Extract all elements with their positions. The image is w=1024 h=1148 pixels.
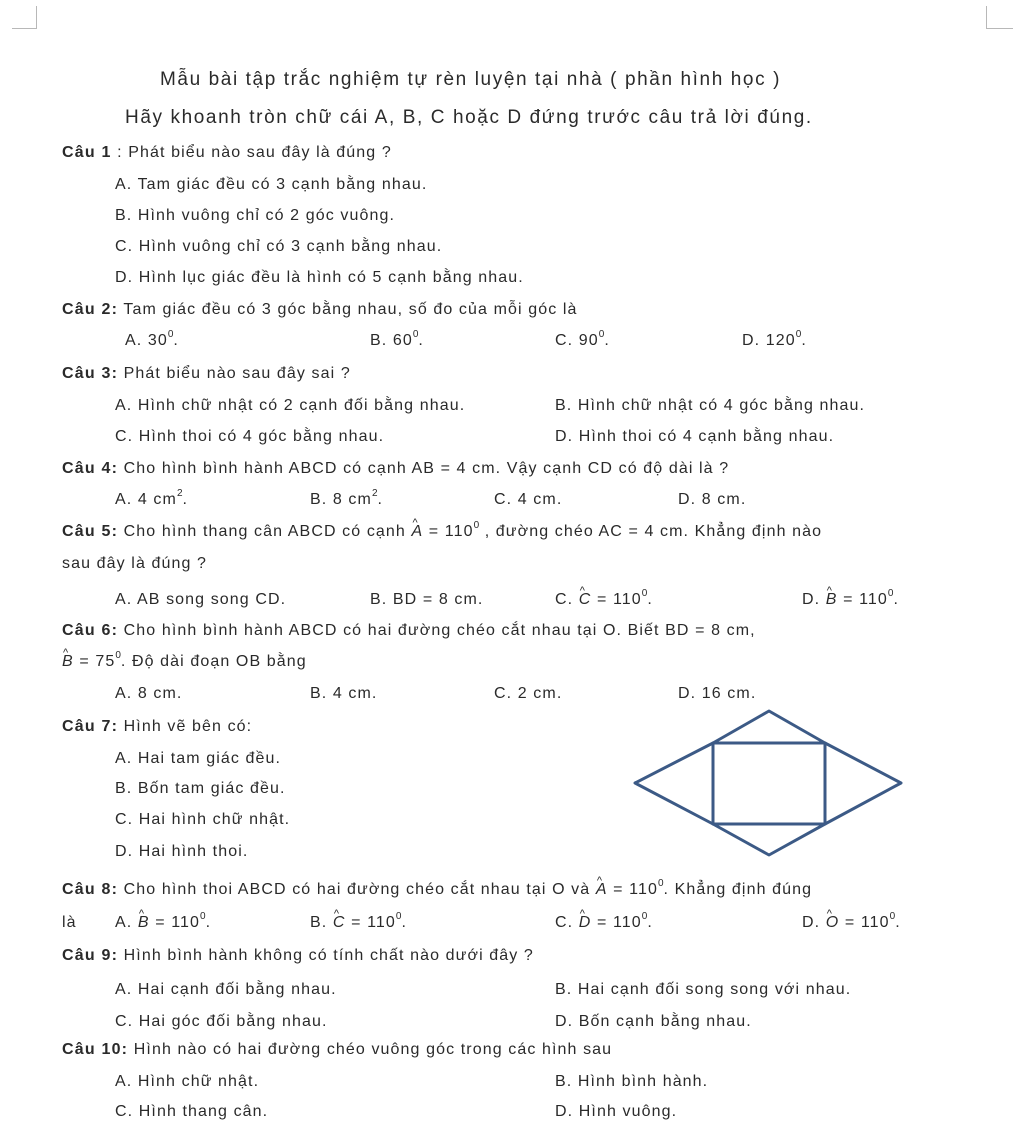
q6-option-d: D. 16 cm. — [678, 685, 757, 702]
period: . — [801, 332, 807, 349]
question-label: Câu 6: — [62, 622, 119, 639]
q2-option-c — [555, 331, 610, 353]
q3-option-d: D. Hình thoi có 4 cạnh bằng nhau. — [555, 428, 835, 445]
degree-superscript: 0 — [167, 329, 174, 340]
q6-option-b: B. 4 cm. — [310, 685, 378, 702]
angle-symbol: ^ C — [333, 913, 346, 933]
q2-option-b — [370, 331, 424, 353]
degree-superscript: 0 — [657, 878, 664, 889]
q2-option-a — [125, 331, 179, 353]
question-text: Cho hình thang cân ABCD có cạnh — [123, 523, 406, 540]
question-5 — [62, 522, 822, 544]
angle-symbol: ^ A — [411, 522, 423, 542]
question-text: Cho hình bình hành ABCD có hai đường chéo cắt nhau tại O. Biết BD = 8 cm, — [123, 622, 756, 639]
q8-option-b — [310, 913, 407, 935]
q8-la: là — [62, 914, 77, 931]
question-2 — [62, 300, 578, 320]
q1-option-a: A. Tam giác đều có 3 cạnh bằng nhau. — [115, 176, 428, 193]
question-8 — [62, 880, 812, 902]
question-6 — [62, 621, 756, 641]
angle-value: = 110 — [596, 591, 642, 608]
question-text: Cho hình thoi ABCD có hai đường chéo cắt nhau tại O và — [123, 881, 591, 898]
angle-symbol: ^ C — [579, 590, 592, 610]
option-text: A. 4 cm — [115, 491, 177, 508]
figure-outer-hexagon — [635, 711, 901, 855]
angle-symbol: ^ A — [596, 880, 608, 900]
option-letter: C. — [555, 914, 574, 931]
q6-line-2 — [62, 652, 307, 674]
q7-option-a: A. Hai tam giác đều. — [115, 750, 282, 767]
period: . — [173, 332, 179, 349]
q7-option-b: B. Bốn tam giác đều. — [115, 780, 286, 797]
q8-option-d — [802, 913, 901, 935]
q1-option-b: B. Hình vuông chỉ có 2 góc vuông. — [115, 207, 396, 224]
degree-superscript: 0 — [889, 911, 896, 922]
q6-option-a: A. 8 cm. — [115, 685, 183, 702]
question-label: Câu 10: — [62, 1041, 129, 1058]
degree-superscript: 0 — [598, 329, 605, 340]
question-label: Câu 3: — [62, 365, 119, 382]
q1-option-c: C. Hình vuông chỉ có 3 cạnh bằng nhau. — [115, 238, 443, 255]
q4-option-a — [115, 490, 188, 512]
q7-figure — [625, 705, 915, 865]
angle-value: = 110 — [155, 914, 200, 931]
question-label: Câu 9: — [62, 947, 119, 964]
degree-superscript: 0 — [887, 588, 894, 599]
option-text: A. 30 — [125, 332, 168, 349]
angle-symbol: ^ B — [138, 913, 150, 933]
question-4 — [62, 459, 729, 479]
question-text: Hình bình hành không có tính chất nào dưới đây ? — [123, 947, 534, 964]
period: . — [205, 914, 212, 931]
angle-value: = 110 — [596, 914, 642, 931]
question-3 — [62, 364, 351, 384]
q9-option-b: B. Hai cạnh đối song song với nhau. — [555, 981, 852, 998]
question-10 — [62, 1040, 612, 1060]
question-label: Câu 2: — [62, 301, 119, 318]
question-text: : Phát biểu nào sau đây là đúng ? — [117, 144, 392, 161]
q3-option-b: B. Hình chữ nhật có 4 góc bằng nhau. — [555, 397, 866, 414]
q10-option-a: A. Hình chữ nhật. — [115, 1073, 260, 1090]
degree-superscript: 0 — [115, 650, 121, 661]
angle-value: = 110 — [844, 914, 890, 931]
period: . — [604, 332, 610, 349]
period: . — [893, 591, 899, 608]
q6-option-c: C. 2 cm. — [494, 685, 563, 702]
q4-option-b — [310, 490, 383, 512]
degree-superscript: 0 — [641, 911, 648, 922]
degree-superscript: 0 — [473, 520, 480, 531]
q5-option-d — [802, 590, 899, 612]
question-text: Phát biểu nào sau đây sai ? — [123, 365, 351, 382]
question-1 — [62, 143, 392, 163]
period: . — [182, 491, 189, 508]
question-text: Tam giác đều có 3 góc bằng nhau, số đo của mỗi góc là — [123, 301, 578, 318]
option-text: C. 90 — [555, 332, 599, 349]
q10-option-b: B. Hình bình hành. — [555, 1073, 709, 1090]
question-9 — [62, 946, 534, 966]
q5-option-a: A. AB song song CD. — [115, 591, 287, 608]
q10-option-d: D. Hình vuông. — [555, 1103, 678, 1120]
crop-mark-top-right — [986, 6, 1013, 29]
period: . — [401, 914, 407, 931]
question-label: Câu 4: — [62, 460, 119, 477]
degree-superscript: 0 — [412, 329, 419, 340]
angle-value: = 75 — [79, 653, 116, 670]
q4-option-c: C. 4 cm. — [494, 491, 563, 508]
question-label: Câu 7: — [62, 718, 119, 735]
angle-value: = 110 — [351, 914, 396, 931]
angle-value: = 110 — [428, 523, 474, 540]
option-text: B. 60 — [370, 332, 413, 349]
question-label: Câu 5: — [62, 523, 119, 540]
degree-superscript: 0 — [795, 329, 802, 340]
angle-symbol: ^ O — [826, 913, 840, 933]
question-text-continued: . Độ dài đoạn OB bằng — [120, 653, 307, 670]
q4-option-d: D. 8 cm. — [678, 491, 747, 508]
question-7 — [62, 717, 252, 737]
angle-value: = 110 — [613, 881, 658, 898]
q5-option-c — [555, 590, 653, 612]
degree-superscript: 0 — [395, 911, 402, 922]
period: . — [895, 914, 901, 931]
q5-line-2: sau đây là đúng ? — [62, 555, 208, 572]
q8-option-a — [115, 913, 211, 935]
crop-mark-top-left — [12, 6, 37, 29]
q10-option-c: C. Hình thang cân. — [115, 1103, 269, 1120]
q3-option-c: C. Hình thoi có 4 góc bằng nhau. — [115, 428, 385, 445]
period: . — [647, 591, 653, 608]
q7-option-d: D. Hai hình thoi. — [115, 843, 249, 860]
period: . — [418, 332, 424, 349]
angle-symbol: ^ B — [62, 652, 74, 672]
degree-superscript: 0 — [641, 588, 648, 599]
question-label: Câu 1 — [62, 144, 112, 161]
q9-option-c: C. Hai góc đối bằng nhau. — [115, 1013, 328, 1030]
q5-option-b: B. BD = 8 cm. — [370, 591, 484, 608]
option-letter: A. — [115, 914, 133, 931]
period: . — [647, 914, 653, 931]
option-letter: C. — [555, 591, 574, 608]
q7-option-c: C. Hai hình chữ nhật. — [115, 811, 291, 828]
option-letter: B. — [310, 914, 328, 931]
angle-value: = 110 — [843, 591, 888, 608]
q8-option-c — [555, 913, 653, 935]
q9-option-d: D. Bốn cạnh bằng nhau. — [555, 1013, 752, 1030]
question-text: Hình vẽ bên có: — [123, 718, 253, 735]
q9-option-a: A. Hai cạnh đối bằng nhau. — [115, 981, 337, 998]
option-letter: D. — [802, 591, 821, 608]
instruction: Hãy khoanh tròn chữ cái A, B, C hoặc D đứng trước câu trả lời đúng. — [125, 107, 813, 128]
option-letter: D. — [802, 914, 821, 931]
degree-superscript: 0 — [200, 911, 206, 922]
option-text: D. 120 — [742, 332, 796, 349]
question-text: Cho hình bình hành ABCD có cạnh AB = 4 cm. Vậy cạnh CD có độ dài là ? — [123, 460, 730, 477]
question-text-continued: , đường chéo AC = 4 cm. Khẳng định nào — [484, 523, 823, 540]
q2-option-d — [742, 331, 807, 353]
question-label: Câu 8: — [62, 881, 119, 898]
option-text: B. 8 cm — [310, 491, 372, 508]
q1-option-d: D. Hình lục giác đều là hình có 5 cạnh bằng nhau. — [115, 269, 524, 286]
angle-symbol: ^ B — [826, 590, 838, 610]
period: . — [377, 491, 384, 508]
squared-superscript: 2 — [176, 488, 183, 499]
question-text-continued: . Khẳng định đúng — [663, 881, 813, 898]
page-title: Mẫu bài tập trắc nghiệm tự rèn luyện tại nhà ( phần hình học ) — [160, 69, 782, 90]
q3-option-a: A. Hình chữ nhật có 2 cạnh đối bằng nhau. — [115, 397, 466, 414]
angle-symbol: ^ D — [579, 913, 592, 933]
question-text: Hình nào có hai đường chéo vuông góc trong các hình sau — [133, 1041, 613, 1058]
figure-inner-rectangle — [713, 743, 825, 824]
squared-superscript: 2 — [371, 488, 378, 499]
